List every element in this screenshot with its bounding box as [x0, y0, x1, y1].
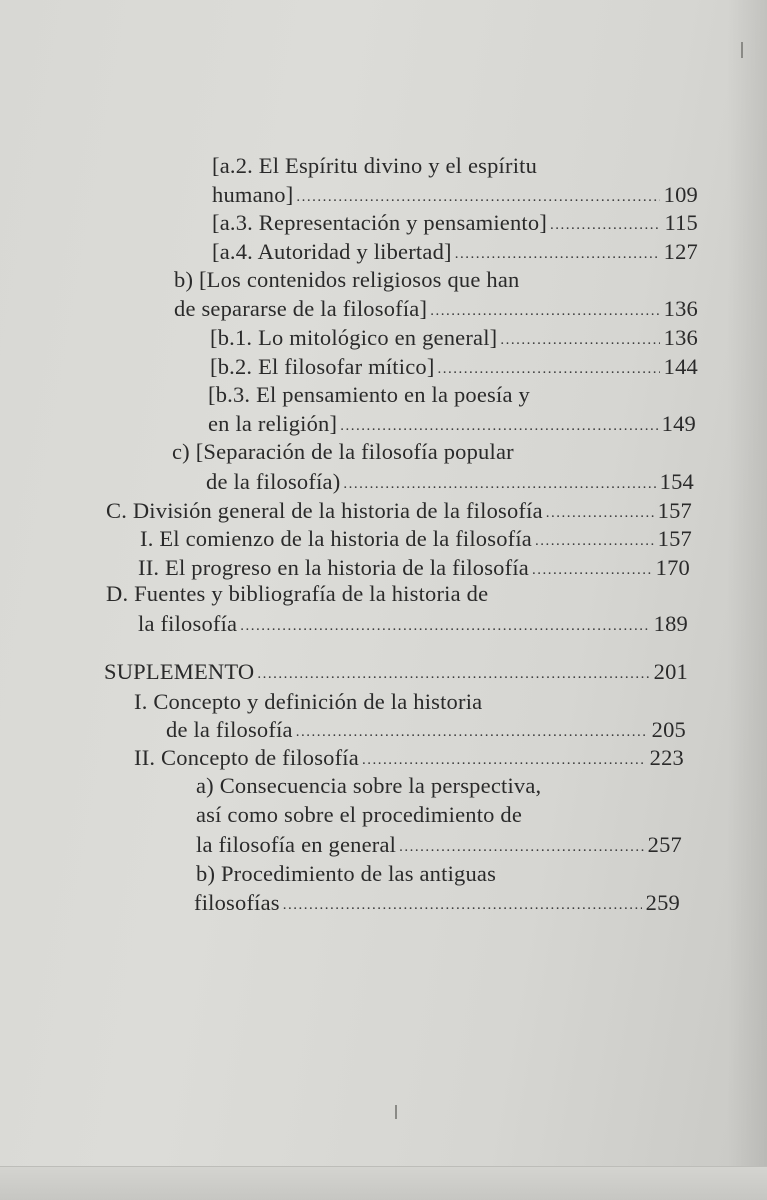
page-number: 127	[663, 239, 698, 264]
toc-entry-b1	[210, 324, 698, 352]
toc-entry-D	[138, 610, 688, 638]
toc-entry-text: C. División general de la historia de la filosofía	[106, 498, 543, 523]
page-number: 157	[657, 526, 692, 551]
toc-entry-supIIb	[194, 889, 680, 917]
dot-leader	[399, 833, 644, 861]
toc-entry-b3-line1: [b.3. El pensamiento en la poesía y	[208, 382, 530, 407]
toc-entry-text: II. Concepto de filosofía	[134, 745, 359, 770]
page-number: 136	[663, 325, 698, 350]
dot-leader	[362, 746, 646, 774]
page-number: 154	[659, 469, 694, 494]
toc-entry-c	[206, 468, 694, 496]
toc-entry-suplemento	[104, 658, 688, 686]
dot-leader	[546, 499, 654, 527]
toc-entry-supIIa-line2: así como sobre el procedimiento de	[196, 802, 523, 827]
dot-leader	[438, 355, 660, 383]
page-number: 223	[649, 745, 684, 770]
page-number: 170	[655, 555, 690, 580]
toc-entry-b3	[208, 410, 696, 438]
toc-entry-text: la filosofía en general	[196, 832, 397, 857]
toc-entry-text: [b.2. El filosofar mítico]	[210, 354, 435, 379]
dot-leader	[430, 297, 659, 325]
page-number: 115	[664, 210, 698, 235]
toc-entry-text: la filosofía	[138, 611, 238, 636]
dot-leader	[343, 470, 655, 498]
toc-entry-text: en la religión]	[208, 411, 338, 436]
page-number: 157	[657, 498, 692, 523]
dot-leader	[500, 326, 659, 354]
toc-entry-C	[106, 497, 692, 525]
toc-entry-a2	[212, 181, 698, 209]
toc-entry-supI-line1: I. Concepto y definición de la historia	[134, 689, 483, 714]
toc-entry-supIIa-line1: a) Consecuencia sobre la perspectiva,	[196, 773, 542, 798]
page-number: 205	[651, 717, 686, 742]
page-number: 257	[647, 832, 682, 857]
toc-entry-CII	[138, 554, 690, 582]
toc-entry-b	[174, 295, 698, 323]
dot-leader	[455, 240, 660, 268]
toc-entry-text: [a.4. Autoridad y libertad]	[212, 239, 452, 264]
toc-entry-supIIb-line1: b) Procedimiento de las antiguas	[196, 861, 497, 886]
toc-entry-D-line1: D. Fuentes y bibliografía de la historia de	[106, 581, 489, 606]
toc-entry-text: de la filosofía	[166, 717, 293, 742]
toc-entry-a3	[212, 209, 698, 237]
page-number: 144	[663, 354, 698, 379]
page-number: 136	[663, 296, 698, 321]
toc-entry-supIIa	[196, 831, 682, 859]
toc-entry-b2	[210, 353, 698, 381]
toc-entry-text: I. El comienzo de la historia de la filosofía	[140, 526, 532, 551]
dot-leader	[550, 211, 660, 239]
dot-leader	[296, 718, 648, 746]
toc-entry-supII	[134, 744, 684, 772]
dot-leader	[340, 412, 657, 440]
toc-entry-text: humano]	[212, 182, 294, 207]
page-number: 189	[653, 611, 688, 636]
toc-entry-text: [a.3. Representación y pensamiento]	[212, 210, 548, 235]
page-number: 201	[653, 659, 688, 684]
toc-entry-a4	[212, 238, 698, 266]
dot-leader	[296, 183, 659, 211]
toc-entry-b-line1: b) [Los contenidos religiosos que han	[174, 267, 520, 292]
toc-entry-CI	[140, 525, 692, 553]
toc-entry-text: de separarse de la filosofía]	[174, 296, 428, 321]
toc-entry-text: SUPLEMENTO	[104, 659, 255, 684]
toc-entry-text: II. El progreso en la historia de la filosofía	[138, 555, 529, 580]
toc-entry-text: [b.1. Lo mitológico en general]	[210, 325, 498, 350]
toc-entry-text: de la filosofía)	[206, 469, 341, 494]
toc-entry-supI	[166, 716, 686, 744]
page-number: 259	[645, 890, 680, 915]
dot-leader	[257, 660, 649, 688]
toc-entry-text: filosofías	[194, 890, 280, 915]
dot-leader	[240, 612, 649, 640]
dot-leader	[535, 527, 654, 555]
page-number: 149	[661, 411, 696, 436]
toc-entry-a2-line1: [a.2. El Espíritu divino y el espíritu	[212, 153, 538, 178]
toc-entry-c-line1: c) [Separación de la filosofía popular	[172, 439, 514, 464]
dot-leader	[283, 891, 642, 919]
dot-leader	[532, 556, 652, 584]
page-number: 109	[663, 182, 698, 207]
